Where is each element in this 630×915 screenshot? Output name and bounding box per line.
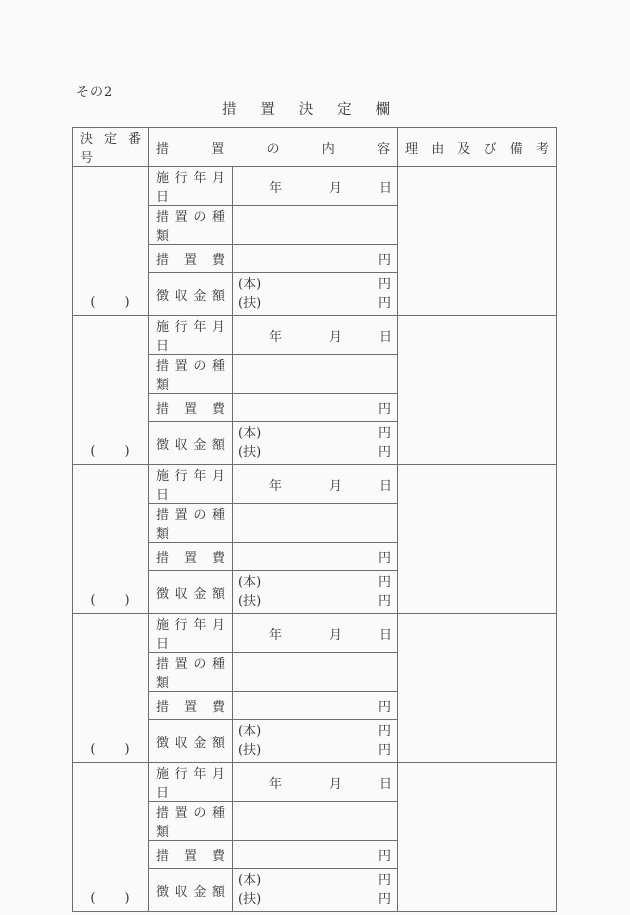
yen-unit: 円 [377,892,391,907]
page-note: その2 [76,85,114,100]
enforcement-date-value-cell [233,316,398,355]
yen-unit: 円 [377,296,391,311]
day-unit: 日 [378,627,392,643]
decision-number-parens: ( ) [90,295,131,310]
measure-cost-label: 措 置 費 [156,700,225,715]
month-unit: 月 [328,180,342,196]
measure-cost-value-cell [233,543,398,571]
measure-cost-label-cell [149,394,233,422]
yen-unit: 円 [377,277,391,292]
enforcement-date-blanks [233,177,397,196]
support-prefix: (扶) [238,594,262,609]
collection-amount-label-cell [149,273,233,316]
measure-cost-label: 措 置 費 [156,551,225,566]
collection-amount-value-cell [233,571,398,614]
measure-type-label-cell [149,504,233,543]
month-unit: 月 [328,776,342,792]
collection-amount-label-cell [149,422,233,465]
yen-unit: 円 [377,402,391,417]
enforcement-date-label: 施 行 年 月 日 [156,618,225,652]
day-unit: 日 [378,180,392,196]
decision-number-cell [73,614,149,763]
measure-type-label: 措 置 の 種 類 [156,657,225,691]
header-decision-number-cell [73,128,149,167]
day-unit: 日 [378,329,392,345]
decision-number-cell [73,316,149,465]
enforcement-date-label-cell [149,167,233,206]
header-measure-content-cell [149,128,398,167]
enforcement-date-row [73,167,557,206]
measure-type-label-cell [149,802,233,841]
enforcement-date-label: 施 行 年 月 日 [156,320,225,354]
measure-type-label-cell [149,355,233,394]
yen-unit: 円 [377,445,391,460]
yen-unit: 円 [377,551,391,566]
enforcement-date-row [73,614,557,653]
measure-cost-label: 措 置 費 [156,253,225,268]
reason-remarks-cell [398,316,557,465]
main-prefix: (本) [238,873,262,888]
collection-main-line [233,573,397,592]
yen-unit: 円 [377,743,391,758]
main-prefix: (本) [238,575,262,590]
collection-amount-label: 徴 収 金 額 [156,586,225,602]
measure-type-label-cell [149,206,233,245]
decision-number-cell [73,167,149,316]
measure-block-1 [73,167,557,316]
measure-type-label: 措 置 の 種 類 [156,210,225,244]
measure-type-value-cell [233,653,398,692]
support-prefix: (扶) [238,892,262,907]
form-title: 措 置 決 定 欄 [222,102,390,118]
collection-amount-value-cell [233,273,398,316]
enforcement-date-label-cell [149,614,233,653]
decision-number-cell [73,465,149,614]
measure-type-value-cell [233,355,398,394]
collection-main-line [233,275,397,294]
enforcement-date-label: 施 行 年 月 日 [156,767,225,801]
enforcement-date-row [73,763,557,802]
collection-main-line [233,722,397,741]
yen-unit: 円 [377,873,391,888]
collection-amount-label-cell [149,720,233,763]
yen-unit: 円 [377,426,391,441]
collection-amount-label-cell [149,571,233,614]
measure-type-label-cell [149,653,233,692]
decision-number-parens: ( ) [90,593,131,608]
collection-support-line [233,592,397,611]
yen-unit: 円 [377,575,391,590]
yen-unit: 円 [377,253,391,268]
year-unit: 年 [268,180,282,196]
collection-main-line [233,424,397,443]
measure-cost-label-cell [149,692,233,720]
collection-amount-label: 徴 収 金 額 [156,437,225,453]
measure-cost-value-cell [233,245,398,273]
collection-amount-value-cell [233,869,398,912]
enforcement-date-blanks [233,773,397,792]
measure-type-value-cell [233,802,398,841]
header-decision-number: 決 定 番 号 [80,132,141,166]
header-reason-remarks-cell [398,128,557,167]
enforcement-date-blanks [233,475,397,494]
year-unit: 年 [268,478,282,494]
decision-number-cell [73,763,149,912]
decision-number-parens: ( ) [90,444,131,459]
main-prefix: (本) [238,724,262,739]
enforcement-date-value-cell [233,167,398,206]
measure-type-label: 措 置 の 種 類 [156,806,225,840]
collection-support-line [233,741,397,760]
collection-amount-value-cell [233,422,398,465]
collection-amount-label: 徴 収 金 額 [156,735,225,751]
year-unit: 年 [268,329,282,345]
enforcement-date-blanks [233,326,397,345]
support-prefix: (扶) [238,296,262,311]
enforcement-date-label: 施 行 年 月 日 [156,469,225,503]
enforcement-date-value-cell [233,465,398,504]
enforcement-date-row [73,465,557,504]
month-unit: 月 [328,329,342,345]
year-unit: 年 [268,776,282,792]
collection-amount-label: 徴 収 金 額 [156,884,225,900]
collection-support-line [233,294,397,313]
decision-number-parens: ( ) [90,742,131,757]
main-prefix: (本) [238,426,262,441]
collection-amount-value-cell [233,720,398,763]
measure-block-3 [73,465,557,614]
yen-unit: 円 [377,849,391,864]
measure-block-4 [73,614,557,763]
enforcement-date-row [73,316,557,355]
measure-cost-value-cell [233,394,398,422]
enforcement-date-value-cell [233,614,398,653]
measure-decision-table [72,127,557,912]
header-row [73,128,557,167]
enforcement-date-label-cell [149,763,233,802]
measure-cost-label: 措 置 費 [156,849,225,864]
collection-support-line [233,443,397,462]
month-unit: 月 [328,627,342,643]
collection-amount-label: 徴 収 金 額 [156,288,225,304]
measure-cost-value-cell [233,841,398,869]
support-prefix: (扶) [238,445,262,460]
reason-remarks-cell [398,465,557,614]
measure-cost-label: 措 置 費 [156,402,225,417]
enforcement-date-label-cell [149,316,233,355]
measure-block-5 [73,763,557,912]
enforcement-date-label-cell [149,465,233,504]
reason-remarks-cell [398,614,557,763]
header-measure-content: 措 置 の 内 容 [156,141,390,157]
collection-main-line [233,871,397,890]
yen-unit: 円 [377,594,391,609]
main-prefix: (本) [238,277,262,292]
measure-type-label: 措 置 の 種 類 [156,508,225,542]
day-unit: 日 [378,478,392,494]
table-header [73,128,557,167]
decision-number-parens: ( ) [90,891,131,906]
month-unit: 月 [328,478,342,494]
enforcement-date-value-cell [233,763,398,802]
measure-type-value-cell [233,504,398,543]
measure-cost-label-cell [149,841,233,869]
enforcement-date-blanks [233,624,397,643]
measure-type-label: 措 置 の 種 類 [156,359,225,393]
day-unit: 日 [378,776,392,792]
measure-cost-label-cell [149,543,233,571]
collection-support-line [233,890,397,909]
enforcement-date-label: 施 行 年 月 日 [156,171,225,205]
measure-cost-value-cell [233,692,398,720]
measure-type-value-cell [233,206,398,245]
yen-unit: 円 [377,700,391,715]
measure-block-2 [73,316,557,465]
collection-amount-label-cell [149,869,233,912]
measure-cost-label-cell [149,245,233,273]
year-unit: 年 [268,627,282,643]
header-reason-remarks: 理 由 及 び 備 考 [405,141,549,157]
yen-unit: 円 [377,724,391,739]
reason-remarks-cell [398,167,557,316]
support-prefix: (扶) [238,743,262,758]
reason-remarks-cell [398,763,557,912]
